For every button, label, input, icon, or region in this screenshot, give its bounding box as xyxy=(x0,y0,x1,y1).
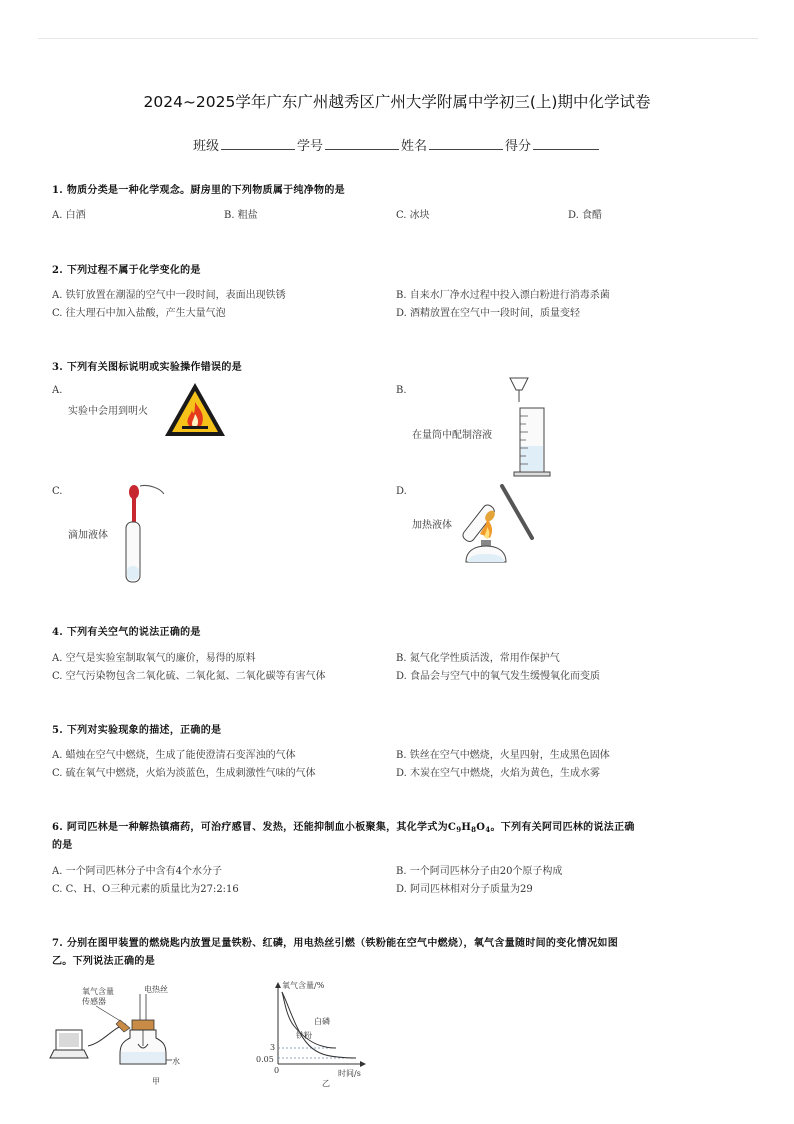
question-6-stem-cont: 的是 xyxy=(52,840,73,851)
q5-option-a[interactable]: A. 蜡烛在空气中燃烧，生成了能使澄清石变浑浊的气体 xyxy=(52,750,296,761)
q4-option-d[interactable]: D. 食品会与空气中的氧气发生缓慢氧化而变质 xyxy=(396,671,601,682)
computer-icon xyxy=(50,1030,88,1058)
water-label: 水 xyxy=(172,1057,180,1066)
curve-label-phosphorus: 白磷 xyxy=(314,1017,330,1026)
question-2-stem: 2. 下列过程不属于化学变化的是 xyxy=(52,265,201,276)
origin-label: 0 xyxy=(274,1066,280,1075)
q6-option-c[interactable]: C. C、H、O三种元素的质量比为27:2:16 xyxy=(52,884,239,895)
name-blank[interactable] xyxy=(429,137,503,150)
number-blank[interactable] xyxy=(325,137,399,150)
alcohol-lamp-heating-icon xyxy=(456,482,540,568)
q3-option-b[interactable]: B. xyxy=(396,385,407,396)
q3-option-c[interactable]: C. xyxy=(52,486,63,497)
q5-option-c[interactable]: C. 硫在氧气中燃烧，火焰为淡蓝色，生成刺激性气味的气体 xyxy=(52,768,316,779)
tick-3: 3 xyxy=(270,1043,276,1052)
dropper-test-tube-icon xyxy=(120,482,170,586)
y-axis-label: 氧气含量/% xyxy=(282,981,325,990)
flame-warning-icon xyxy=(162,380,228,440)
graduated-cylinder-icon xyxy=(504,376,554,480)
page-top-rule xyxy=(38,38,758,39)
question-7-stem-cont: 乙。下列说法正确的是 xyxy=(52,956,155,967)
fig-b-oxygen-graph xyxy=(252,978,372,1090)
student-info-line xyxy=(0,135,794,154)
q5-option-b[interactable]: B. 铁丝在空气中燃烧，火星四射，生成黑色固体 xyxy=(396,750,610,761)
q1-option-b[interactable]: B. 粗盐 xyxy=(224,210,258,221)
q3-caption-b: 在量筒中配制溶液 xyxy=(412,430,492,441)
question-5-stem: 5. 下列对实验现象的描述，正确的是 xyxy=(52,725,222,736)
sensor-label-1: 氧气含量 xyxy=(82,987,114,996)
q5-option-d[interactable]: D. 木炭在空气中燃烧，火焰为黄色，生成水雾 xyxy=(396,768,601,779)
q6-stem-part-2: 。下列有关阿司匹林的说法正确 xyxy=(490,822,635,833)
q1-option-c[interactable]: C. 冰块 xyxy=(396,210,430,221)
class-blank[interactable] xyxy=(221,137,295,150)
sensor-label-2: 传感器 xyxy=(82,997,106,1006)
q3-caption-c: 滴加液体 xyxy=(68,530,108,541)
score-label: 得分 xyxy=(505,139,532,154)
q4-option-b[interactable]: B. 氮气化学性质活泼，常用作保护气 xyxy=(396,653,560,664)
x-axis-label: 时间/s xyxy=(338,1069,361,1078)
q3-caption-a: 实验中会用到明火 xyxy=(68,406,148,417)
q1-option-d[interactable]: D. 食醋 xyxy=(568,210,603,221)
q4-option-a[interactable]: A. 空气是实验室制取氧气的廉价，易得的原料 xyxy=(52,653,256,664)
q3-option-a[interactable]: A. xyxy=(52,385,63,396)
question-1-stem: 1. 物质分类是一种化学观念。厨房里的下列物质属于纯净物的是 xyxy=(52,185,345,196)
fig-a-apparatus xyxy=(52,980,202,1090)
q6-option-b[interactable]: B. 一个阿司匹林分子由20个原子构成 xyxy=(396,866,563,877)
question-6-stem xyxy=(52,818,635,834)
q6-option-d[interactable]: D. 阿司匹林相对分子质量为29 xyxy=(396,884,533,895)
tick-0-05: 0.05 xyxy=(256,1055,274,1064)
q2-option-c[interactable]: C. 往大理石中加入盐酸，产生大量气泡 xyxy=(52,308,226,319)
fig-b-label: 乙 xyxy=(322,1079,330,1088)
class-label: 班级 xyxy=(192,139,219,154)
heating-wire-label: 电热丝 xyxy=(144,985,168,994)
question-7-stem: 7. 分别在图甲装置的燃烧匙内放置足量铁粉、红磷，用电热丝引燃（铁粉能在空气中燃烧），氧气含量随时间的变化情况如图 xyxy=(52,938,619,949)
question-3-stem: 3. 下列有关图标说明或实验操作错误的是 xyxy=(52,362,242,373)
question-4-stem: 4. 下列有关空气的说法正确的是 xyxy=(52,627,201,638)
name-label: 姓名 xyxy=(401,139,428,154)
fig-a-label: 甲 xyxy=(152,1077,160,1086)
q3-option-d[interactable]: D. xyxy=(396,486,407,497)
q4-option-c[interactable]: C. 空气污染物包含二氧化硫、二氧化氮、二氧化碳等有害气体 xyxy=(52,671,326,682)
q2-option-a[interactable]: A. 铁钉放置在潮湿的空气中一段时间，表面出现铁锈 xyxy=(52,290,286,301)
curve-label-iron: 铁粉 xyxy=(296,1031,312,1040)
q6-stem-part-1: 6. 阿司匹林是一种解热镇痛药，可治疗感冒、发热，还能抑制血小板聚集，其化学式为 xyxy=(52,822,448,833)
q2-option-d[interactable]: D. 酒精放置在空气中一段时间，质量变轻 xyxy=(396,308,581,319)
score-blank[interactable] xyxy=(533,137,599,150)
q2-option-b[interactable]: B. 自来水厂净水过程中投入漂白粉进行消毒杀菌 xyxy=(396,290,610,301)
q6-option-a[interactable]: A. 一个阿司匹林分子中含有4个水分子 xyxy=(52,866,222,877)
page-title: 2024~2025学年广东广州越秀区广州大学附属中学初三(上)期中化学试卷 xyxy=(143,93,651,111)
aspirin-formula: $C_9H_8O_4$ xyxy=(447,822,491,834)
number-label: 学号 xyxy=(296,139,323,154)
q3-caption-d: 加热液体 xyxy=(412,520,452,531)
q1-option-a[interactable]: A. 白酒 xyxy=(52,210,86,221)
